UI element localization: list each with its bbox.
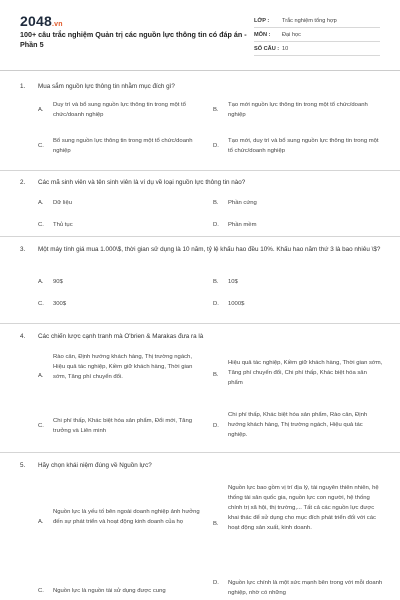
option-c[interactable] bbox=[38, 136, 198, 156]
option-a[interactable] bbox=[38, 277, 198, 287]
site-logo[interactable] bbox=[20, 13, 63, 29]
meta-row-subject bbox=[254, 28, 380, 42]
option-a[interactable] bbox=[38, 507, 203, 527]
option-d[interactable] bbox=[213, 299, 383, 309]
meta-value: 10 bbox=[282, 45, 289, 52]
option-letter: C. bbox=[38, 301, 44, 307]
option-text: 300$ bbox=[53, 301, 67, 307]
option-text: Duy trì và bổ sung nguồn lực thông tin trong một tổ chức/doanh nghiệp bbox=[53, 102, 186, 118]
question-1 bbox=[20, 82, 384, 154]
option-letter: A. bbox=[38, 519, 44, 525]
option-a[interactable] bbox=[38, 198, 198, 208]
meta-value: Đại học bbox=[282, 31, 301, 38]
option-letter: C. bbox=[38, 222, 44, 228]
option-d[interactable] bbox=[213, 410, 383, 440]
option-letter: D. bbox=[213, 580, 219, 586]
option-text: 90$ bbox=[53, 279, 63, 285]
option-b[interactable] bbox=[213, 483, 383, 533]
option-text: Nguồn lực bao gồm vị trí địa lý, tài nguyên thiên nhiên, hệ thống tài sản quốc gia, nguồn lực con người, hệ thống chính trị xã hội, thị trường,... Tất cả các nguồn lực được khai thác để sử dụng cho mục đích phát triển đối với các hoạt động sản xuất, kinh doanh. bbox=[228, 485, 379, 531]
option-letter: D. bbox=[213, 423, 219, 429]
option-text: Thủ tục bbox=[53, 222, 73, 228]
option-text: Dữ liệu bbox=[53, 200, 73, 206]
option-letter: B. bbox=[213, 107, 219, 113]
question-3 bbox=[20, 245, 384, 307]
option-c[interactable] bbox=[38, 586, 203, 596]
option-b[interactable] bbox=[213, 358, 383, 388]
meta-info bbox=[254, 14, 380, 56]
question-text bbox=[20, 82, 384, 92]
option-text: Bổ sung nguồn lực thông tin trong một tổ chức/doanh nghiệp bbox=[53, 138, 193, 154]
option-b[interactable] bbox=[213, 277, 383, 287]
option-letter: D. bbox=[213, 301, 219, 307]
option-text: Phần mềm bbox=[228, 222, 257, 228]
question-number: 3. bbox=[20, 246, 26, 253]
option-letter: C. bbox=[38, 423, 44, 429]
question-divider bbox=[0, 452, 400, 453]
option-c[interactable] bbox=[38, 416, 203, 436]
logo-text: 2048 bbox=[20, 13, 52, 29]
question-body: Mua sắm nguồn lực thông tin nhằm mục đích gì? bbox=[38, 83, 175, 90]
meta-label: SỐ CÂU : bbox=[254, 45, 280, 52]
option-letter: C. bbox=[38, 588, 44, 594]
question-body: Các chiến lược cạnh tranh mà O'brien & Marakas đưa ra là bbox=[38, 333, 204, 340]
option-a[interactable] bbox=[38, 100, 198, 120]
option-text: Nguồn lực là yếu tố bên ngoài doanh nghiệp ảnh hưởng đến sự phát triển và hoạt động kinh doanh của họ bbox=[53, 509, 200, 525]
question-2 bbox=[20, 178, 384, 228]
option-text: Tạo mới, duy trì và bổ sung nguồn lực thông tin trong một tổ chức/doanh nghiệp bbox=[228, 138, 379, 154]
option-letter: B. bbox=[213, 372, 219, 378]
option-text: Tạo mới nguồn lực thông tin trong một tổ chức/doanh nghiệp bbox=[228, 102, 368, 118]
option-b[interactable] bbox=[213, 100, 383, 120]
question-number: 5. bbox=[20, 462, 26, 469]
option-letter: B. bbox=[213, 200, 219, 206]
question-divider bbox=[0, 236, 400, 237]
option-letter: D. bbox=[213, 143, 219, 149]
header-divider bbox=[0, 70, 400, 71]
meta-value: Trắc nghiệm tổng hợp bbox=[282, 17, 337, 24]
meta-row-class bbox=[254, 14, 380, 28]
option-text: Phần cứng bbox=[228, 200, 257, 206]
option-letter: A. bbox=[38, 373, 44, 379]
question-text bbox=[20, 178, 384, 188]
option-text: Chi phí thấp, Khác biệt hóa sản phẩm, Rào cản, Định hướng khách hàng, Thị trường ngách, Hiệu quả tác nghiệp. bbox=[228, 412, 368, 438]
option-letter: D. bbox=[213, 222, 219, 228]
option-d[interactable] bbox=[213, 136, 383, 156]
question-text bbox=[20, 245, 384, 255]
option-letter: B. bbox=[213, 279, 219, 285]
option-d[interactable] bbox=[213, 220, 383, 230]
question-text bbox=[20, 461, 384, 471]
option-text: 10$ bbox=[228, 279, 238, 285]
logo-suffix: .vn bbox=[51, 21, 63, 28]
question-body: Các mã sinh viên và tên sinh viên là ví dụ về loại nguồn lực thông tin nào? bbox=[38, 179, 246, 186]
question-4 bbox=[20, 332, 384, 438]
page-title: 100+ câu trắc nghiệm Quản trị các nguồn lực thông tin có đáp án - Phần 5 bbox=[20, 30, 247, 49]
option-text: Nguồn lực chính là một sức mạnh bên trong với mỗi doanh nghiệp, nhờ có những bbox=[228, 580, 383, 596]
option-letter: A. bbox=[38, 279, 44, 285]
option-c[interactable] bbox=[38, 299, 198, 309]
option-a[interactable] bbox=[38, 352, 203, 382]
question-5 bbox=[20, 461, 384, 596]
meta-label: MÔN : bbox=[254, 31, 271, 38]
question-body: Một máy tính giá mua 1.000\$, thời gian sử dụng là 10 năm, tỷ lệ khấu hao đều 10%. Khấu hao năm thứ 3 là bao nhiêu \$? bbox=[38, 246, 381, 253]
question-number: 1. bbox=[20, 83, 26, 90]
option-text: Rào cản, Định hướng khách hàng, Thị trường ngách, Hiệu quả tác nghiệp, Kiềm giữ khách hàng, Thời gian sớm, Tăng phí chuyển đổi. bbox=[53, 354, 193, 380]
question-body: Hãy chọn khái niệm đúng về Nguồn lực? bbox=[38, 462, 152, 469]
meta-row-count bbox=[254, 42, 380, 56]
question-divider bbox=[0, 170, 400, 171]
document-header bbox=[0, 0, 400, 68]
option-b[interactable] bbox=[213, 198, 383, 208]
option-letter: B. bbox=[213, 521, 219, 527]
option-text: 1000$ bbox=[228, 301, 245, 307]
question-divider bbox=[0, 323, 400, 324]
option-letter: A. bbox=[38, 200, 44, 206]
question-text bbox=[20, 332, 384, 342]
question-number: 2. bbox=[20, 179, 26, 186]
option-text: Nguồn lực là nguồn tài sử dụng được cung bbox=[53, 588, 166, 594]
option-c[interactable] bbox=[38, 220, 198, 230]
option-letter: C. bbox=[38, 143, 44, 149]
option-text: Chi phí thấp, Khác biệt hóa sản phẩm, Đổi mới, Tăng trưởng và Liên minh bbox=[53, 418, 192, 434]
question-number: 4. bbox=[20, 333, 26, 340]
option-text: Hiệu quả tác nghiệp, Kiềm giữ khách hàng, Thời gian sớm, Tăng phí chuyển đổi, Chi phí thấp, Khác biệt hóa sản phẩm bbox=[228, 360, 383, 386]
option-letter: A. bbox=[38, 107, 44, 113]
option-d[interactable] bbox=[213, 578, 383, 598]
meta-label: LỚP : bbox=[254, 17, 270, 24]
